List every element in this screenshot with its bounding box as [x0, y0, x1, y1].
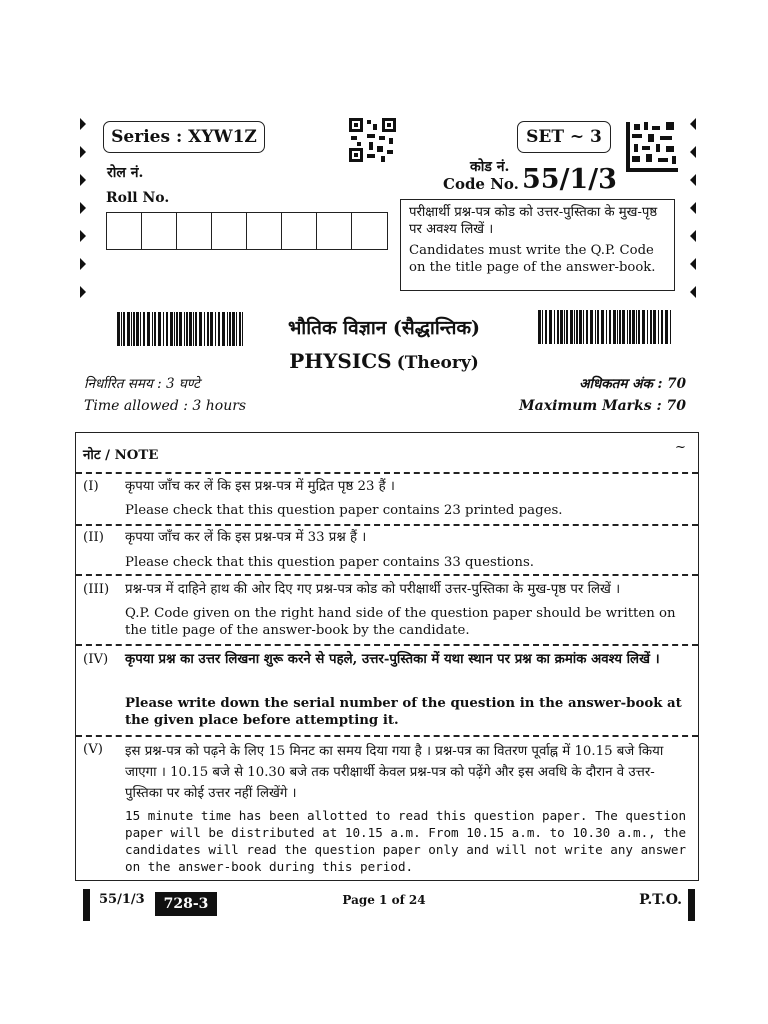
roll-digit-box[interactable]	[177, 213, 212, 249]
note-hindi-text: कृपया प्रश्न का उत्तर लिखना शुरू करने से पहले, उत्तर-पुस्तिका में यथा स्थान पर प्रश्न का क्रमांक अवश्य लिखें ।	[125, 652, 660, 667]
note-number: (II)	[83, 530, 104, 545]
time-allowed-hindi: निर्धारित समय : 3 घण्टे	[84, 376, 200, 392]
note-number: (I)	[83, 479, 99, 494]
notes-box	[75, 432, 699, 881]
roll-digit-box[interactable]	[142, 213, 177, 249]
note-english-text: Please check that this question paper contains 23 printed pages.	[125, 503, 563, 518]
note-number: (IV)	[83, 652, 109, 667]
code-instruction-english: Candidates must write the Q.P. Code on the title page of the answer-book.	[409, 243, 656, 275]
time-allowed-english: Time allowed : 3 hours	[84, 398, 247, 414]
qr-code-icon	[349, 118, 396, 162]
roll-digit-box[interactable]	[317, 213, 352, 249]
note-number: (III)	[83, 582, 110, 597]
title-english	[0, 349, 768, 373]
series-label: Series : XYW1Z	[103, 121, 265, 153]
roll-number-grid[interactable]	[106, 212, 388, 250]
roll-no-hindi-label: रोल नं.	[107, 165, 144, 181]
note-english-text: Please write down the serial number of the question in the answer-book at the given place before attempting it.	[125, 696, 682, 728]
note-english-text: Q.P. Code given on the right hand side of the question paper should be written on the title page of the answer-book by the candidate.	[125, 606, 676, 638]
pto-label: P.T.O.	[639, 892, 682, 908]
notes-heading: नोट / NOTE	[83, 448, 159, 463]
note-hindi-text: कृपया जाँच कर लें कि इस प्रश्न-पत्र में 33 प्रश्न हैं ।	[125, 530, 367, 545]
left-margin-arrows	[78, 118, 90, 318]
dashed-divider	[76, 735, 698, 737]
note-english-text: Please check that this question paper contains 33 questions.	[125, 555, 534, 570]
roll-digit-box[interactable]	[107, 213, 142, 249]
max-marks-english: Maximum Marks : 70	[519, 398, 686, 414]
right-margin-arrows	[686, 118, 698, 318]
set-label: SET ~ 3	[517, 121, 611, 153]
roll-digit-box[interactable]	[352, 213, 387, 249]
roll-digit-box[interactable]	[247, 213, 282, 249]
arrow-marks-right-icon	[686, 118, 698, 318]
title-english-sub: (Theory)	[396, 353, 479, 373]
title-hindi: भौतिक विज्ञान (सैद्धान्तिक)	[287, 317, 481, 339]
dashed-divider	[76, 524, 698, 526]
code-instruction-box	[400, 199, 675, 291]
code-instruction-hindi: परीक्षार्थी प्रश्न-पत्र कोड को उत्तर-पुस्तिका के मुख-पृष्ठ पर अवश्य लिखें ।	[409, 205, 658, 237]
code-no-value: 55/1/3	[522, 164, 617, 195]
title-english-main: PHYSICS	[289, 349, 392, 373]
code-no-hindi-label: कोड नं.	[470, 159, 510, 175]
dashed-divider	[76, 574, 698, 576]
roll-no-english-label: Roll No.	[106, 190, 170, 206]
max-marks-hindi: अधिकतम अंक : 70	[579, 376, 686, 392]
arrow-marks-left-icon	[78, 118, 90, 318]
roll-digit-box[interactable]	[212, 213, 247, 249]
datamatrix-code-icon	[626, 122, 678, 172]
dashed-divider	[76, 644, 698, 646]
notes-tilde: ~	[674, 440, 686, 455]
roll-digit-box[interactable]	[282, 213, 317, 249]
footer-badge: 728-3	[155, 892, 217, 916]
note-english-text: 15 minute time has been allotted to read this question paper. The question paper will be distributed at 10.15 a.m. From 10.15 a.m. to 10.30 a.m., the candidates will read the question paper only and will not write any answer on the answer-book during this period.	[125, 808, 687, 874]
dashed-divider	[76, 472, 698, 474]
note-number: (V)	[83, 742, 103, 757]
note-hindi-text: कृपया जाँच कर लें कि इस प्रश्न-पत्र में मुद्रित पृष्ठ 23 हैं ।	[125, 479, 395, 494]
note-hindi-text: इस प्रश्न-पत्र को पढ़ने के लिए 15 मिनट का समय दिया गया है । प्रश्न-पत्र का वितरण पूर्वाह्न में 10.15 बजे किया जाएगा । 10.15 बजे से 10.30 बजे तक परीक्षार्थी केवल प्रश्न-पत्र को पढ़ेंगे और इस अवधि के दौरान वे उत्तर-पुस्तिका पर कोई उत्तर नहीं लिखेंगे ।	[125, 744, 664, 801]
page-number: Page 1 of 24	[342, 893, 426, 907]
note-hindi-text: प्रश्न-पत्र में दाहिने हाथ की ओर दिए गए प्रश्न-पत्र कोड को परीक्षार्थी उत्तर-पुस्तिका के मुख-पृष्ठ पर लिखें ।	[125, 582, 621, 597]
footer-right-bar	[688, 889, 695, 921]
code-no-english-label: Code No.	[443, 175, 519, 193]
footer-code: 55/1/3	[99, 892, 145, 907]
